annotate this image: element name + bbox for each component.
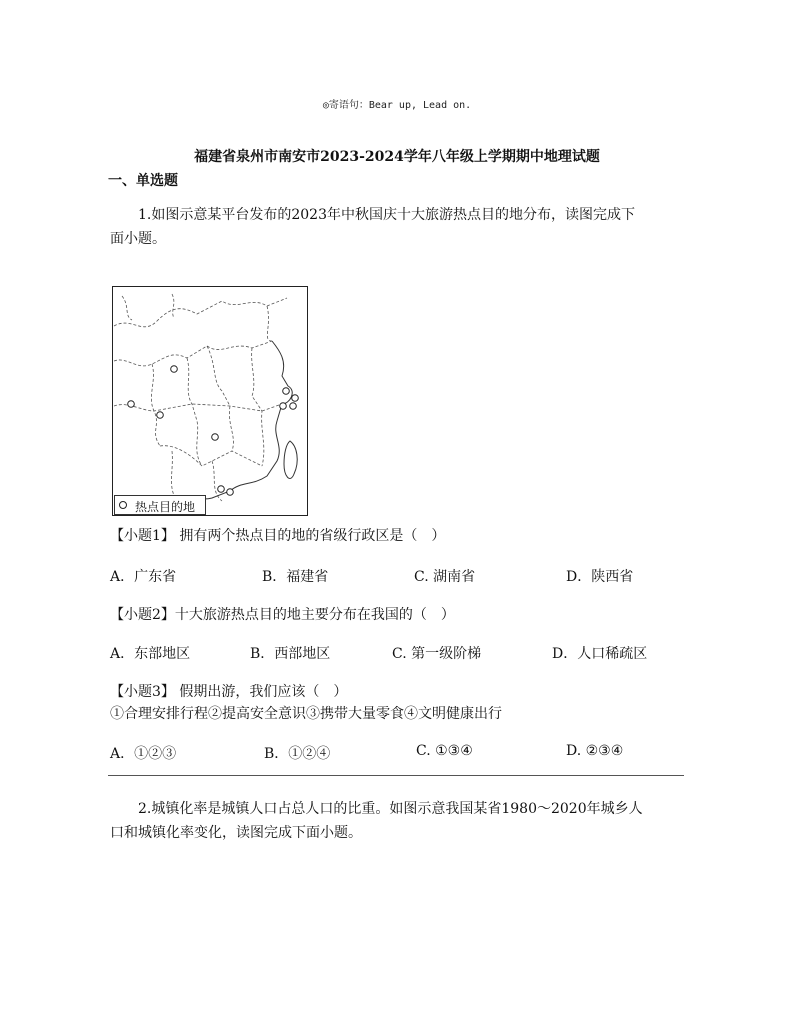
subquestion-3-items: ①合理安排行程②提高安全意识③携带大量零食④文明健康出行	[110, 706, 502, 722]
subquestion-1: 【小题1】 拥有两个热点目的地的省级行政区是（ ）	[110, 528, 446, 544]
page-title: 福建省泉州市南安市2023-2024学年八年级上学期期中地理试题	[194, 149, 600, 165]
subquestion-3-option-d[interactable]: D. ②③④	[566, 743, 624, 759]
subquestion-2-option-c[interactable]: C. 第一级阶梯	[392, 646, 482, 662]
subquestion-2-option-b[interactable]: B．西部地区	[250, 646, 331, 662]
subquestion-2: 【小题2】十大旅游热点目的地主要分布在我国的（ ）	[110, 607, 455, 623]
hotspot-marker-icon	[119, 501, 127, 509]
subquestion-1-option-d[interactable]: D．陕西省	[566, 569, 634, 585]
subquestion-3-option-a[interactable]: A．①②③	[110, 746, 177, 762]
subquestion-1-option-a[interactable]: A．广东省	[110, 569, 177, 585]
section-heading: 一、单选题	[108, 173, 178, 189]
subquestion-3-option-c[interactable]: C. ①③④	[416, 743, 473, 759]
motto-header: ◎寄语句：Bear up, Lead on.	[322, 100, 472, 111]
question-2-stem-line1: 2.城镇化率是城镇人口占总人口的比重。如图示意我国某省1980～2020年城乡人	[138, 801, 643, 817]
question-1-stem-line2: 面小题。	[110, 231, 166, 247]
question-divider	[108, 775, 684, 776]
question-2-stem	[110, 797, 686, 845]
question-1-stem-line1: 1.如图示意某平台发布的2023年中秋国庆十大旅游热点目的地分布，读图完成下	[138, 207, 635, 223]
subquestion-1-option-b[interactable]: B．福建省	[262, 569, 329, 585]
subquestion-3-option-b[interactable]: B．①②④	[264, 746, 331, 762]
hotspot-map	[112, 286, 308, 516]
map-legend	[114, 495, 206, 515]
question-2-stem-line2: 口和城镇化率变化，读图完成下面小题。	[110, 825, 362, 841]
subquestion-2-option-a[interactable]: A．东部地区	[110, 646, 191, 662]
subquestion-1-option-c[interactable]: C. 湖南省	[414, 569, 476, 585]
map-legend-label: 热点目的地	[135, 500, 196, 514]
subquestion-2-option-d[interactable]: D．人口稀疏区	[552, 646, 648, 662]
subquestion-3: 【小题3】 假期出游，我们应该（ ）	[110, 684, 348, 700]
question-1-stem	[110, 203, 686, 251]
